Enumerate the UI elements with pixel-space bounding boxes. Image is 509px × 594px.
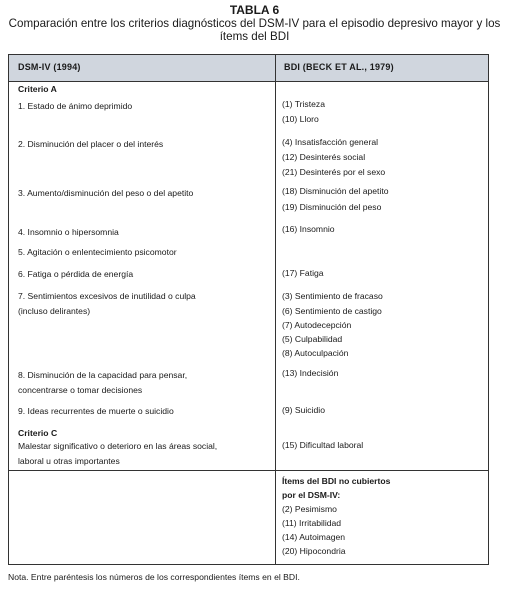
uncovered-item: (20) Hipocondria bbox=[282, 546, 346, 556]
row-divider bbox=[9, 470, 488, 471]
criterion-a-heading: Criterio A bbox=[18, 84, 57, 94]
dsm-item: 4. Insomnio o hipersomnia bbox=[18, 227, 119, 237]
bdi-item: (5) Culpabilidad bbox=[282, 334, 343, 344]
dsm-item: 8. Disminución de la capacidad para pensar, bbox=[18, 370, 188, 380]
bdi-item: (21) Desinterés por el sexo bbox=[282, 167, 386, 177]
table-note: Nota. Entre paréntesis los números de los correspondientes ítems en el BDI. bbox=[8, 572, 300, 582]
bdi-item: (6) Sentimiento de castigo bbox=[282, 306, 382, 316]
comparison-table bbox=[8, 54, 489, 565]
dsm-item-continued: concentrarse o tomar decisiones bbox=[18, 385, 143, 395]
bdi-item: (18) Disminución del apetito bbox=[282, 186, 389, 196]
bdi-item: (4) Insatisfacción general bbox=[282, 137, 379, 147]
header-bdi: BDI (BECK ET AL., 1979) bbox=[284, 62, 394, 72]
dsm-item: 5. Agitación o enlentecimiento psicomotor bbox=[18, 247, 177, 257]
dsm-item-continued: laboral u otras importantes bbox=[18, 456, 120, 466]
uncovered-item: (14) Autoimagen bbox=[282, 532, 346, 542]
bdi-item: (19) Disminución del peso bbox=[282, 202, 382, 212]
dsm-item: 1. Estado de ánimo deprimido bbox=[18, 101, 133, 111]
bdi-item: (7) Autodecepción bbox=[282, 320, 352, 330]
table-header bbox=[9, 55, 488, 82]
dsm-item: 3. Aumento/disminución del peso o del apetito bbox=[18, 188, 194, 198]
uncovered-heading: Ítems del BDI no cubiertos bbox=[282, 476, 391, 486]
dsm-item: 6. Fatiga o pérdida de energía bbox=[18, 269, 134, 279]
dsm-item: 9. Ideas recurrentes de muerte o suicidio bbox=[18, 406, 174, 416]
bdi-item: (1) Tristeza bbox=[282, 99, 325, 109]
table-caption: Comparación entre los criterios diagnósticos del DSM-IV para el episodio depresivo mayor y los ítems del BDI bbox=[8, 17, 501, 43]
title-block bbox=[0, 3, 509, 43]
bdi-item: (8) Autoculpación bbox=[282, 348, 349, 358]
bdi-item: (17) Fatiga bbox=[282, 268, 324, 278]
bdi-item: (13) Indecisión bbox=[282, 368, 339, 378]
bdi-item: (12) Desinterés social bbox=[282, 152, 366, 162]
dsm-item: 2. Disminución del placer o del interés bbox=[18, 139, 164, 149]
header-dsm: DSM-IV (1994) bbox=[18, 62, 81, 72]
dsm-item: Malestar significativo o deterioro en las áreas social, bbox=[18, 441, 218, 451]
bdi-item: (16) Insomnio bbox=[282, 224, 335, 234]
criterion-c-heading: Criterio C bbox=[18, 428, 58, 438]
uncovered-item: (2) Pesimismo bbox=[282, 504, 337, 514]
dsm-item-continued: (incluso delirantes) bbox=[18, 306, 91, 316]
bdi-item: (9) Suicidio bbox=[282, 405, 325, 415]
uncovered-item: (11) Irritabilidad bbox=[282, 518, 342, 528]
uncovered-heading-continued: por el DSM-IV: bbox=[282, 490, 341, 500]
dsm-item: 7. Sentimientos excesivos de inutilidad o culpa bbox=[18, 291, 196, 301]
column-divider bbox=[275, 55, 276, 564]
table-title: TABLA 6 bbox=[229, 3, 280, 17]
bdi-item: (15) Dificultad laboral bbox=[282, 440, 364, 450]
bdi-item: (10) Lloro bbox=[282, 114, 319, 124]
bdi-item: (3) Sentimiento de fracaso bbox=[282, 291, 383, 301]
